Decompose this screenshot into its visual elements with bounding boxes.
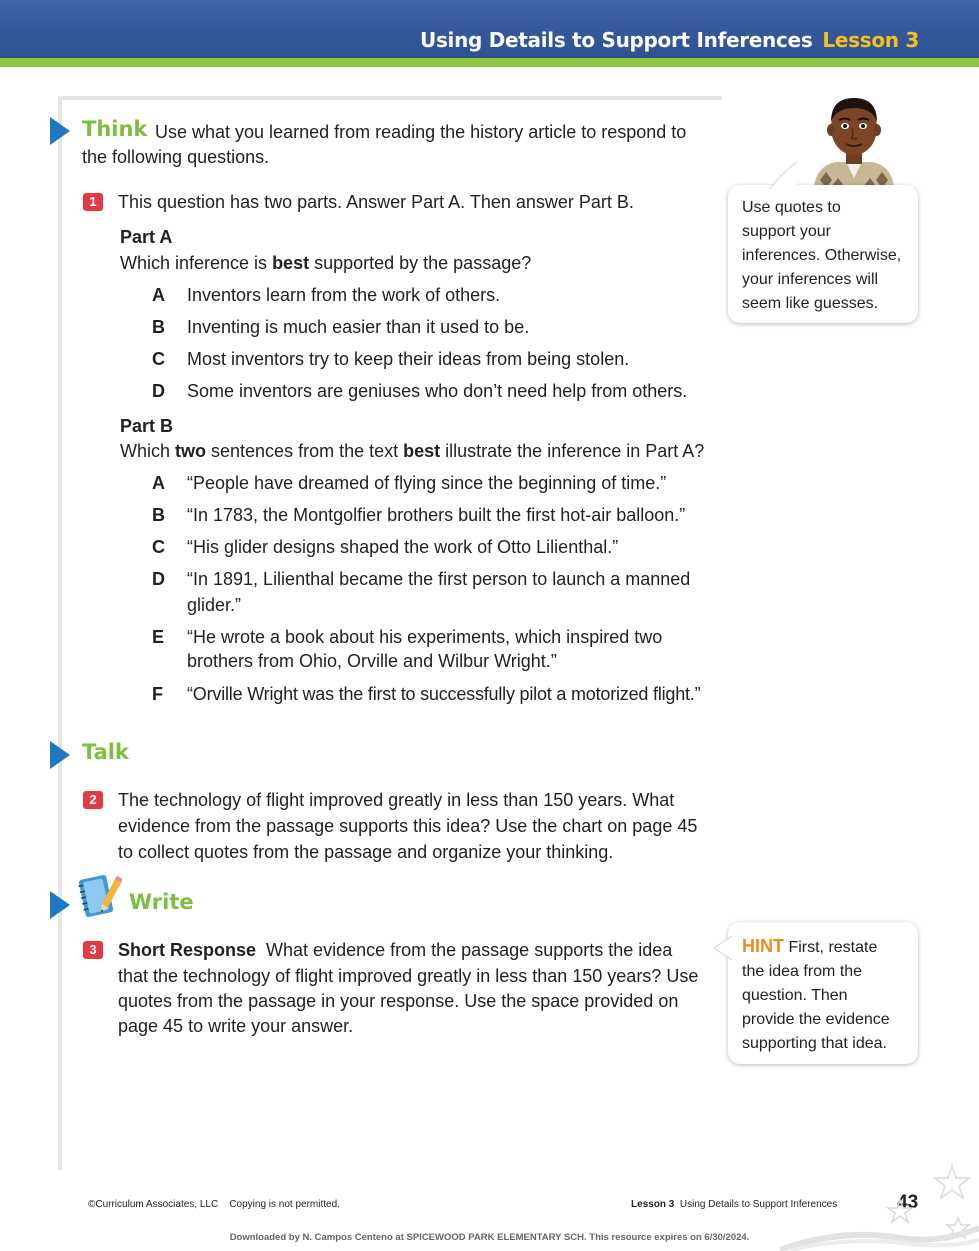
header-bar [0, 0, 979, 58]
write-line-3: quotes from the passage in your response. Use the space provided on [118, 991, 679, 1011]
header-stripe [0, 58, 979, 67]
part-b-heading: Part B [120, 416, 174, 436]
write-line-1: Short Response What evidence from the passage supports the idea [118, 940, 673, 960]
header-title [420, 28, 919, 52]
tip-line-1: Use quotes to [742, 199, 841, 216]
talk-line-1: The technology of flight improved greatly in less than 150 years. What [118, 790, 675, 810]
section-marker-icon [50, 117, 70, 145]
write-heading: Write [129, 890, 194, 914]
write-line-4: page 45 to write your answer. [118, 1016, 354, 1036]
notebook-pencil-icon [78, 873, 122, 921]
part-a-heading: Part A [120, 227, 173, 247]
student-avatar [806, 92, 902, 188]
tip-speech-bubble [728, 185, 918, 323]
section-marker-icon [50, 741, 70, 769]
question-number-2: 2 [83, 791, 103, 809]
part-a-prompt: Which inference is best supported by the passage? [120, 253, 532, 273]
hint-box [728, 922, 918, 1064]
part-b-prompt: Which two sentences from the text best illustrate the inference in Part A? [120, 441, 705, 461]
hint-line-1: HINT First, restate [742, 936, 878, 956]
tip-line-5: seem like guesses. [742, 295, 879, 312]
question-1-text: This question has two parts. Answer Part A. Then answer Part B. [118, 192, 634, 212]
hint-line-3: question. Then [742, 987, 848, 1004]
bubble-tail-icon [768, 159, 812, 189]
lesson-number: Lesson 3 [822, 28, 919, 52]
footer-copyright: ©Curriculum Associates, LLC Copying is not permitted. [88, 1199, 340, 1210]
tip-line-3: inferences. Otherwise, [742, 247, 902, 264]
footer-lesson: Lesson 3 Using Details to Support Inferences [631, 1199, 838, 1210]
download-notice: Downloaded by N. Campos Centeno at SPICEWOOD PARK ELEMENTARY SCH. This resource expires on 6/30/2024. [229, 1232, 750, 1243]
hint-label: HINT [742, 936, 784, 956]
talk-heading: Talk [82, 740, 129, 764]
tip-line-2: support your [742, 223, 831, 240]
lesson-title: Using Details to Support Inferences [420, 28, 813, 52]
talk-line-2: evidence from the passage supports this idea? Use the chart on page 45 [118, 816, 698, 836]
write-line-2: that the technology of flight improved greatly in less than 150 years? Use [118, 966, 699, 986]
hint-line-2: the idea from the [742, 963, 863, 980]
think-intro: Use what you learned from reading the history article to respond to [155, 122, 687, 142]
section-marker-icon [50, 891, 70, 919]
hint-line-5: supporting that idea. [742, 1035, 887, 1052]
question-number-1: 1 [83, 193, 103, 211]
bubble-tail-icon [714, 936, 732, 960]
think-intro-cont: the following questions. [82, 147, 270, 167]
think-heading: Think [82, 117, 148, 141]
tip-line-4: your inferences will [742, 271, 879, 288]
page-number: 43 [897, 1192, 919, 1213]
talk-line-3: to collect quotes from the passage and organize your thinking. [118, 842, 614, 862]
question-number-3: 3 [83, 941, 103, 959]
hint-line-4: provide the evidence [742, 1011, 890, 1028]
